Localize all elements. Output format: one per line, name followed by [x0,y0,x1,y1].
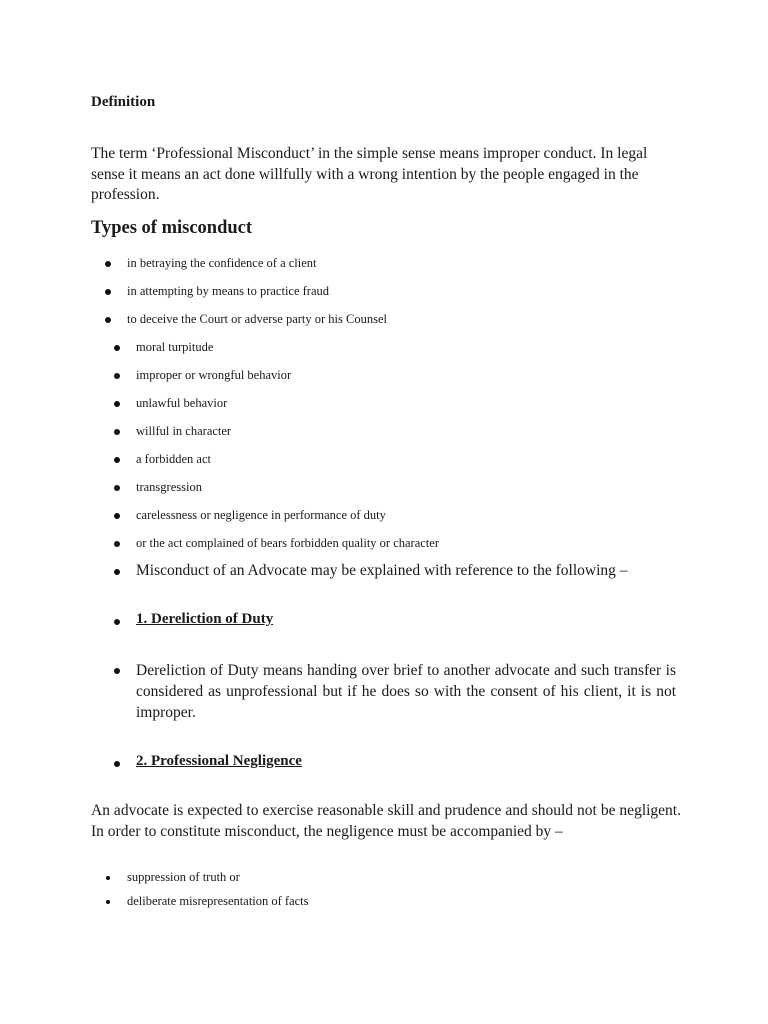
bullet-icon [114,373,120,379]
bullet-icon [114,513,120,519]
list-item: in betraying the confidence of a client [127,256,317,270]
list-item: improper or wrongful behavior [136,368,292,382]
list-item: deliberate misrepresentation of facts [127,894,309,908]
bullet-icon [114,485,120,491]
bullet-icon [106,876,110,880]
bullet-icon [106,900,110,904]
bullet-icon [114,761,120,767]
list-item: moral turpitude [136,340,214,354]
list-item: transgression [136,480,202,494]
bullet-icon [105,261,111,267]
misconduct-lead: Misconduct of an Advocate may be explained with reference to the following – [136,562,628,579]
list-item: in attempting by means to practice fraud [127,284,330,298]
list-item: or the act complained of bears forbidden quality or character [136,536,439,550]
section2-paragraph: An advocate is expected to exercise reasonable skill and prudence and should not be negligent. In order to constitute misconduct, the negligence must be accompanied by – [91,802,681,840]
list-item: carelessness or negligence in performance of duty [136,508,386,522]
list-item: willful in character [136,424,232,438]
definition-heading: Definition [91,94,156,110]
list-item: unlawful behavior [136,396,228,410]
bullet-icon [114,345,120,351]
bullet-icon [114,401,120,407]
bullet-icon [114,429,120,435]
intro-paragraph: The term ‘Professional Misconduct’ in the simple sense means improper conduct. In legal sense it means an act done willfully with a wrong intention by the people engaged in the profession. [91,145,648,203]
section2-heading: 2. Professional Negligence [136,753,302,769]
bullet-icon [105,289,111,295]
section1-heading: 1. Dereliction of Duty [136,611,274,627]
section1-paragraph: Dereliction of Duty means handing over brief to another advocate and such transfer is considered as unprofessional but if he does so with the consent of his client, it is not improper. [136,662,676,721]
types-heading: Types of misconduct [91,218,253,238]
bullet-icon [114,668,120,674]
bullet-icon [114,541,120,547]
list-item: suppression of truth or [127,870,240,884]
list-item: a forbidden act [136,452,211,466]
list-item: to deceive the Court or adverse party or his Counsel [127,312,387,326]
bullet-icon [114,569,120,575]
bullet-icon [114,457,120,463]
bullet-icon [114,619,120,625]
bullet-icon [105,317,111,323]
